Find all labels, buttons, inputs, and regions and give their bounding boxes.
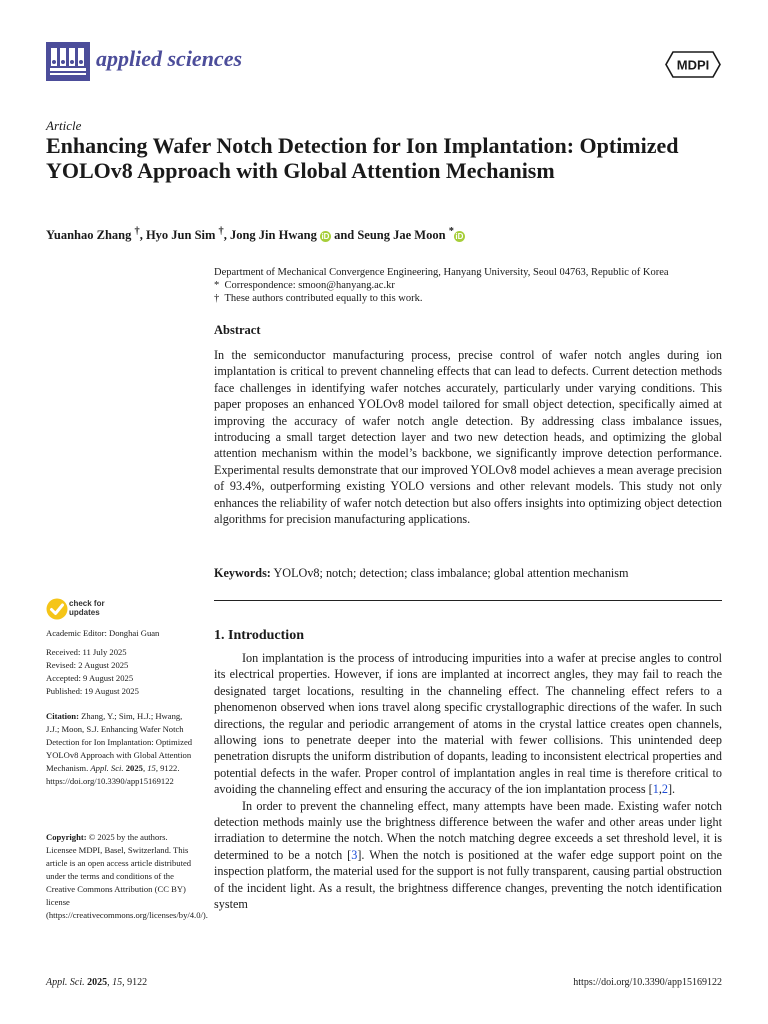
citation-label: Citation: [46,711,79,721]
revised-date: Revised: 2 August 2025 [46,660,129,670]
paragraph [214,798,722,913]
orcid-icon[interactable]: iD [455,232,464,242]
equal-contribution-text: These authors contributed equally to this work. [224,293,423,304]
introduction-body [214,650,722,913]
abstract-text: In the semiconductor manufacturing process, precise control of wafer notch angles during ion implantation is critical to prevent channeling effects that can lead to defects. Current detection methods face challenges in identifying wafer notches accurately, particularly under varying conditions. This paper proposes an enhanced YOLOv8 model tailored for small object detection, specifically aimed at improving the accuracy of wafer notch angle detection. By addressing class imbalance issues, introducing a small target detection layer and two new detection heads, and optimizing the global attention mechanism within the model’s backbone, we significantly improve detection performance. Experimental results demonstrate that our improved YOLOv8 model achieves a mean average precision of 93.4%, outperforming existing YOLO versions and other relevant models. This study not only enhances the reliability of wafer notch detection but also offers insights into optimizing object detection algorithms for precision manufacturing applications. [214,348,722,527]
citation-year: 2025 [125,763,143,773]
author-separator: , [223,228,230,243]
citation-text: Zhang, Y.; Sim, H.J.; Hwang, J.J.; Moon, S.J. Enhancing Wafer Notch Detection for Ion Implantation: Optimized YOLOv8 Approach with Global Attention Mechanism. [46,711,193,773]
academic-editor: Academic Editor: Donghai Guan [46,628,160,638]
paragraph [214,650,722,798]
footer-journal: Appl. Sci. [46,977,85,988]
check-updates-line: check for [69,599,105,608]
section-divider [214,600,722,601]
citation-block: Citation: Zhang, Y.; Sim, H.J.; Hwang, J.J.; Moon, S.J. Enhancing Wafer Notch Detection for Ion Implantation: Optimized YOLOv8 Approach with Global Attention Mechanism. Appl. Sci. 2025, 15, 9122. https://doi.org/10.3390/app15169122 [46,710,196,788]
journal-name[interactable]: applied sciences [96,46,243,71]
abstract-heading: Abstract [214,323,261,337]
keywords [214,566,629,581]
check-updates-icon [46,598,68,620]
author-list [46,226,465,243]
reference-separator: , [658,782,662,797]
author-mark: † [218,226,224,237]
reference-end: ]. [667,782,676,797]
accepted-date: Accepted: 9 August 2025 [46,673,134,683]
citation-journal: Appl. Sci. [90,763,124,773]
copyright-label: Copyright: [46,832,87,842]
footer-year: 2025 [87,977,108,988]
footer-article-number: , 9122 [122,977,148,988]
correspondence-text[interactable]: Correspondence: smoon@hanyang.ac.kr [224,280,395,291]
received-date: Received: 11 July 2025 [46,647,127,657]
copyright-block [46,831,208,922]
equal-contribution-line [214,292,724,305]
journal-logo [46,42,90,81]
section-heading: 1. Introduction [214,628,304,643]
correspondence-line [214,279,724,292]
keywords-label: Keywords: [214,566,271,580]
footer-citation: Appl. Sci. 2025, 15, 9122 [46,977,148,988]
published-date: Published: 19 August 2025 [46,686,139,696]
reference-link[interactable]: 2 [661,782,668,797]
check-updates-label[interactable] [69,599,105,617]
equal-mark: † [214,293,220,304]
paragraph-text: Ion implantation is the process of introducing impurities into a wafer at precise angles to control its electrical properties. However, if ions are implanted at incorrect angles, they may fail to reach the designated target locations, resulting in the channeling effect. The channeling effect refers to a phenomenon observed when ions travel along specific crystallographic directions of the wafer. In such directions, the regular and periodic arrangement of atoms in the crystal lattice creates open channels, allowing ions to penetrate deeper into the material with fewer collisions. This unintended deep penetration disrupts the uniform distribution of dopants, leading to inconsistent electrical properties and potential defects in the wafer. Proper control of implantation angles in real time is therefore critical to avoiding the channeling effect and ensuring the accuracy of the ion implantation process [ [214,651,722,797]
reference-link[interactable]: 3 [351,847,358,862]
affiliation: Department of Mechanical Convergence Engineering, Hanyang University, Seoul 04763, Republic of Korea [214,267,669,278]
mdpi-logo-text: MDPI [676,57,710,73]
orcid-icon[interactable]: iD [321,232,330,242]
affiliations [214,266,724,305]
correspondence-mark: * [214,280,220,291]
publication-dates [46,646,196,698]
author-name[interactable]: Jong Jin Hwang [229,228,317,243]
author-mark: * [448,226,454,237]
author-mark: † [134,226,140,237]
author-separator: , [139,228,146,243]
citation-pages: , 9122. [155,763,180,773]
author-separator: and [330,228,358,243]
footer-doi-link[interactable]: https://doi.org/10.3390/app15169122 [573,977,722,988]
author-name[interactable]: Seung Jae Moon [357,228,446,243]
keywords-text: YOLOv8; notch; detection; class imbalance; global attention mechanism [273,566,629,580]
paragraph-text: ]. When the notch is positioned at the wafer edge support point on the inspection platform, the material used for the support is not fully transparent, causing partial obstruction of the incident light. As a result, the brightness difference changes, preventing the notch identification system [214,847,722,912]
copyright-text: © 2025 by the authors. Licensee MDPI, Basel, Switzerland. This article is an open access article distributed under the terms and conditions of the Creative Commons Attribution (CC BY) license (https://creativecommons.org/licenses/by/4.0/). [46,832,208,920]
footer-volume: 15 [112,977,123,988]
citation-doi[interactable]: https://doi.org/10.3390/app15169122 [46,776,174,786]
mdpi-logo[interactable] [665,51,721,78]
reference-link[interactable]: 1 [652,782,659,797]
citation-volume: 15 [147,763,156,773]
article-type: Article [46,118,82,133]
check-updates-line: updates [69,608,100,617]
paragraph-text: In order to prevent the channeling effect, many attempts have been made. Existing wafer notch detection methods mainly use the brightness difference between the wafer and other areas under light irradiation to determine the notch. When the notch matching degree exceeds a set threshold level, it is determined to be a notch [ [214,798,722,862]
article-title: Enhancing Wafer Notch Detection for Ion Implantation: Optimized YOLOv8 Approach with Global Attention Mechanism [46,133,679,183]
author-name[interactable]: Hyo Jun Sim [145,228,216,243]
author-name[interactable]: Yuanhao Zhang [46,228,132,243]
